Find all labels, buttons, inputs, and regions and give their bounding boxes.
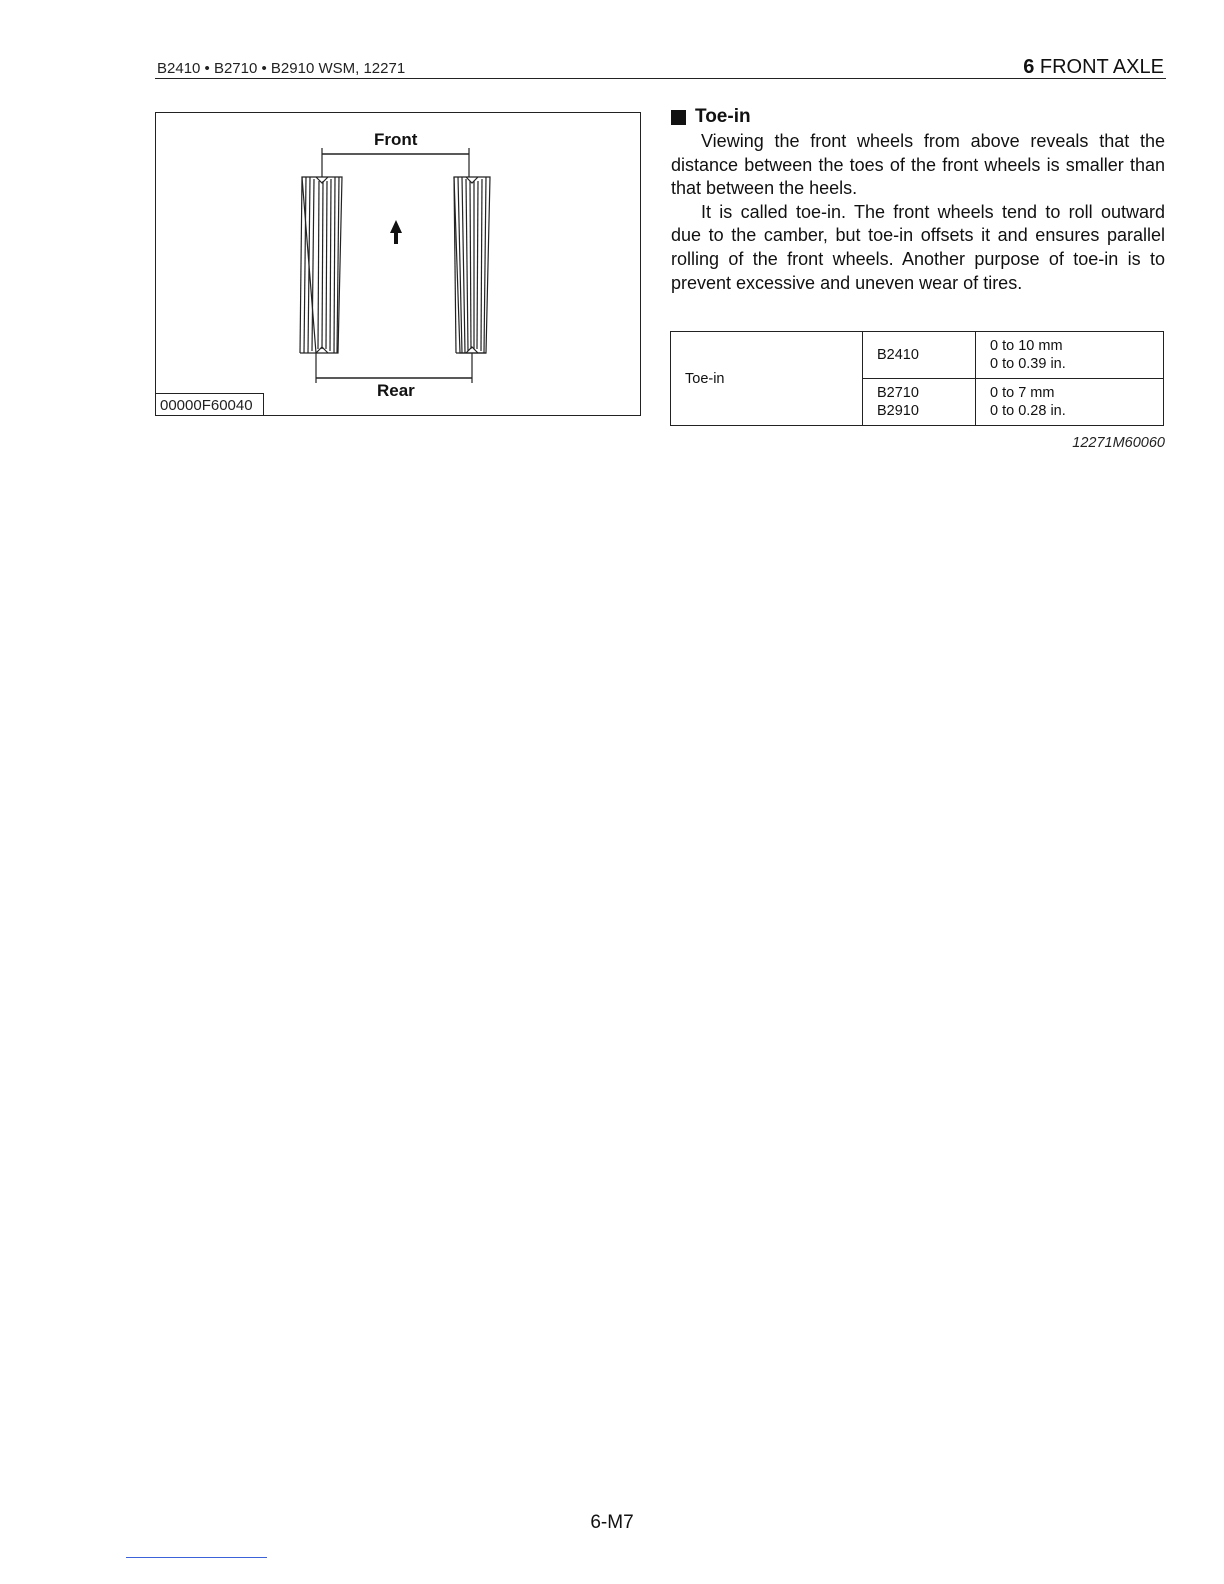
header-section-number: 6 <box>1023 56 1035 78</box>
header-rule <box>155 78 1166 79</box>
right-wheel <box>454 177 490 353</box>
toe-in-section <box>671 106 1165 295</box>
paragraph-1: Viewing the front wheels from above reveals that the distance between the toes of the front wheels is smaller than that between the heels. <box>671 131 1165 199</box>
value-metric: 0 to 7 mm <box>990 385 1055 401</box>
header-section-name: FRONT AXLE <box>1039 56 1164 78</box>
toe-in-figure <box>155 112 641 416</box>
model-name: B2410 <box>877 347 919 363</box>
section-title: Toe-in <box>695 106 751 127</box>
rear-label: Rear <box>377 381 415 400</box>
value-imperial: 0 to 0.28 in. <box>990 403 1066 419</box>
model-name: B2910 <box>877 403 919 419</box>
header-section-title <box>1023 56 1164 79</box>
wheels-diagram <box>156 113 642 417</box>
page-number: 6-M7 <box>590 1512 634 1533</box>
scan-artifact-line <box>126 1557 267 1558</box>
toe-in-spec-table <box>670 331 1164 426</box>
front-label: Front <box>374 130 418 149</box>
model-cell <box>863 379 976 426</box>
model-name: B2710 <box>877 385 919 401</box>
section-heading <box>671 106 1165 128</box>
header-model-info: B2410 • B2710 • B2910 WSM, 12271 <box>157 60 406 77</box>
spec-item-label: Toe-in <box>685 370 725 387</box>
reference-code: 12271M60060 <box>1072 435 1165 451</box>
square-bullet-icon <box>671 110 686 125</box>
figure-id: 00000F60040 <box>160 397 253 414</box>
value-metric: 0 to 10 mm <box>990 338 1063 354</box>
left-wheel <box>300 177 342 353</box>
value-cell <box>976 332 1164 379</box>
paragraph-2: It is called toe-in. The front wheels tend to roll outward due to the camber, but toe-in offsets it and ensures parallel rolling of the front wheels. Another purpose of toe-in is to prevent excessive and uneven wear of tires. <box>671 201 1165 293</box>
table-row <box>671 332 1164 379</box>
value-imperial: 0 to 0.39 in. <box>990 356 1066 372</box>
forward-arrow-icon <box>390 220 402 244</box>
value-cell <box>976 379 1164 426</box>
model-cell <box>863 332 976 379</box>
spec-item-cell <box>671 332 863 426</box>
